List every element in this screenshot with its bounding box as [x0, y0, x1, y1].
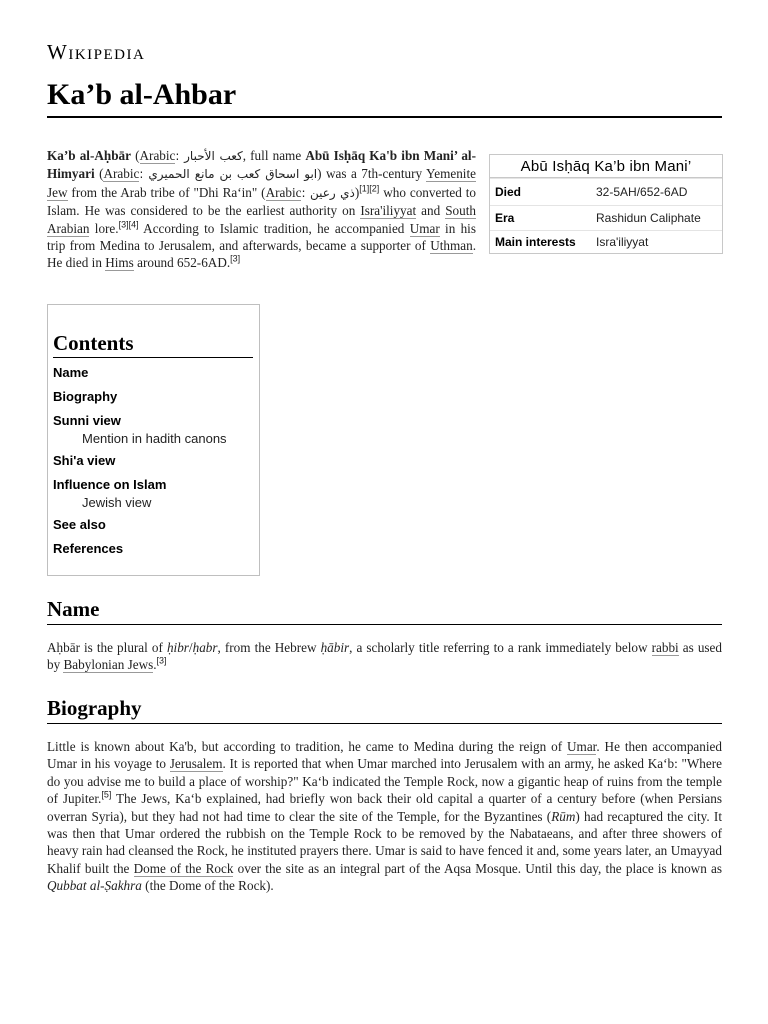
- infobox-row-died: [490, 178, 722, 205]
- toc-item-name[interactable]: Name: [53, 365, 89, 380]
- toc-item-shia-view[interactable]: Shi'a view: [53, 453, 116, 468]
- toc-item-jewish-view[interactable]: Jewish view: [82, 495, 152, 510]
- toc-item-mention-in-hadith-canons[interactable]: Mention in hadith canons: [82, 431, 227, 446]
- toc-item-sunni-view[interactable]: Sunni view: [53, 413, 121, 428]
- toc-item-influence-on-islam[interactable]: Influence on Islam: [53, 477, 167, 492]
- arabic-tribe: : ذي رعين: [301, 185, 355, 200]
- infobox-row-main-interests: [490, 230, 722, 253]
- link-hims[interactable]: Hims: [105, 255, 134, 271]
- infobox-heading: Abū Isḥāq Ka’b ibn Mani’: [490, 155, 722, 178]
- link-rabbi[interactable]: rabbi: [651, 640, 679, 655]
- link-israiliyyat[interactable]: Isra'iliyyat: [360, 203, 417, 219]
- infobox-label: Died: [495, 185, 522, 199]
- link-arabic[interactable]: Arabic: [139, 148, 176, 163]
- infobox: [489, 154, 723, 254]
- toc-item-see-also[interactable]: See also: [53, 517, 106, 532]
- infobox-value: 32-5AH/652-6AD: [596, 185, 688, 199]
- link-babylonian-jews[interactable]: Babylonian Jews: [63, 657, 154, 673]
- citation-ref[interactable]: [3]: [230, 254, 241, 265]
- link-yemenite-jew[interactable]: Yemenite Jew: [47, 166, 476, 200]
- wikipedia-wordmark[interactable]: Wikipedia: [47, 40, 146, 64]
- link-south-arabian[interactable]: South Arabian: [47, 203, 476, 236]
- link-dome-of-the-rock[interactable]: Dome of the Rock: [133, 860, 234, 876]
- infobox-value: Isra'iliyyat: [596, 235, 649, 249]
- citation-ref[interactable]: [1][2]: [359, 183, 380, 194]
- infobox-row-era: [490, 205, 722, 230]
- link-umar[interactable]: Umar: [567, 739, 597, 754]
- link-jerusalem[interactable]: Jerusalem: [169, 756, 223, 772]
- link-uthman[interactable]: Uthman: [430, 238, 473, 254]
- biography-paragraph: Little is known about Ka'b, but according to tradition, he came to Medina during the reign of Umar. He then accompanied Umar in his voyage to Jerusalem. It is reported that when Umar marched into Jerusalem with an army, he asked Ka‘b: "Where do you advise me to build a place of worship?" Ka‘b indicated the Temple Rock, now a gigantic heap of ruins from the temple of Jupiter.[5] The Jews, Ka‘b explained, had briefly won back their old capital a quarter of a century before (when Persians overran Syria), but they had not had time to clear the site of the Temple, for the Byzantines (Rūm) had recaptured the city. It was then that Umar ordered the rubbish on the Temple Rock to be removed by the Nabataeans, and after three showers of heavy rain had cleansed the Rock, he instituted prayers there. Umar is said to have fenced it and, some years later, an Umayyad Khalif built the Dome of the Rock over the site as an integral part of the Aqsa Mosque. Until this day, the place is known as Qubbat al-Ṣakhra (the Dome of the Rock).: [47, 739, 723, 894]
- section-heading-biography: Biography: [47, 695, 722, 724]
- arabic-full-name: : ابو اسحاق كعب بن مانع الحميري: [139, 167, 318, 182]
- name-paragraph: Aḥbār is the plural of ḥibr/ḥabr, from the Hebrew ḥābir, a scholarly title referring to a rank immediately below rabbi as used by Babylonian Jews.[3]: [47, 640, 723, 673]
- link-arabic[interactable]: Arabic: [265, 184, 302, 200]
- arabic-name: : كعب الأحبار: [175, 149, 243, 163]
- infobox-label: Main interests: [495, 235, 576, 249]
- toc-item-references[interactable]: References: [53, 541, 124, 556]
- table-of-contents: [47, 304, 260, 576]
- infobox-label: Era: [495, 211, 515, 225]
- toc-title: Contents: [53, 331, 253, 358]
- link-umar[interactable]: Umar: [409, 220, 440, 236]
- page-title: Ka’b al-Ahbar: [47, 77, 722, 118]
- citation-ref[interactable]: [3][4]: [118, 219, 139, 230]
- lead-paragraph: Ka’b al-Aḥbār (Arabic: كعب الأحبار, full name Abū Isḥāq Ka'b ibn Mani’ al-Himyari (Arabic: ابو اسحاق كعب بن مانع الحميري) was a 7th-century Yemenite Jew from the Arab tribe of "Dhi Ra‘in" (Arabic: ذي رعين)[1][2] who converted to Islam. He was considered to be the earliest authority on Isra'iliyyat and South Arabian lore.[3][4] According to Islamic tradition, he accompanied Umar in his trip from Medina to Jerusalem, and afterwards, became a supporter of Uthman. He died in Hims around 652-6AD.[3]: [47, 148, 477, 271]
- toc-list: [53, 365, 253, 565]
- section-heading-name: Name: [47, 596, 722, 625]
- citation-ref[interactable]: [3]: [156, 656, 167, 667]
- subject-name: Ka’b al-Aḥbār: [47, 148, 131, 163]
- citation-ref[interactable]: [5]: [101, 789, 112, 800]
- full-name: Abū Isḥāq Ka'b ibn Mani’ al-Himyari: [47, 148, 476, 182]
- infobox-value: Rashidun Caliphate: [596, 211, 701, 225]
- toc-item-biography[interactable]: Biography: [53, 389, 118, 404]
- link-arabic[interactable]: Arabic: [103, 166, 140, 182]
